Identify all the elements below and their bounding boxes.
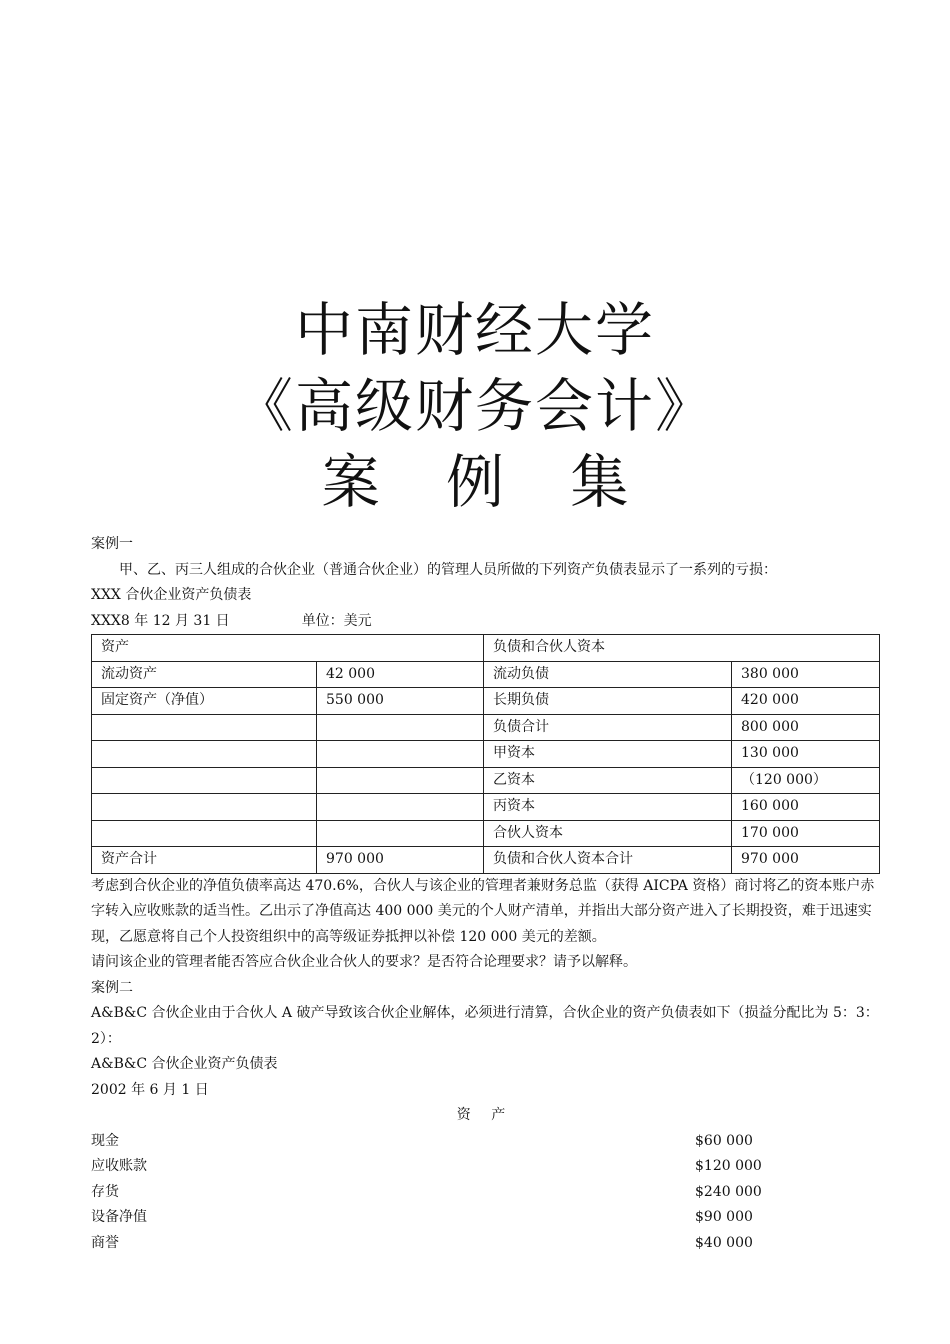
table-cell — [92, 767, 317, 794]
document-title — [0, 292, 950, 520]
table-row — [92, 741, 880, 768]
header-assets: 资产 — [92, 635, 484, 662]
case1-intro: 甲、乙、丙三人组成的合伙企业（普通合伙企业）的管理人员所做的下列资产负债表显示了一系列的亏损： — [119, 561, 777, 578]
table-cell: 流动负债 — [484, 661, 732, 688]
table-cell: 流动资产 — [92, 661, 317, 688]
table-cell — [92, 741, 317, 768]
asset-label: 商誉 — [91, 1234, 119, 1251]
table-cell — [92, 794, 317, 821]
case2-table-title: A&B&C 合伙企业资产负债表 — [91, 1056, 278, 1072]
table-cell: 负债和合伙人资本合计 — [484, 847, 732, 874]
case1-unit: 单位：美元 — [301, 612, 372, 629]
table-row — [92, 661, 880, 688]
table-cell: 970 000 — [317, 847, 484, 874]
table-cell: 420 000 — [732, 688, 880, 715]
asset-amount: $40 000 — [695, 1234, 753, 1251]
table-row — [92, 820, 880, 847]
table-row — [92, 847, 880, 874]
asset-amount: $240 000 — [695, 1183, 762, 1200]
table-cell: 970 000 — [732, 847, 880, 874]
case1-date: XXX8 年 12 月 31 日 — [91, 612, 230, 629]
table-cell — [317, 767, 484, 794]
table-row — [92, 688, 880, 715]
table-row — [92, 794, 880, 821]
table-cell: 丙资本 — [484, 794, 732, 821]
table-cell: 固定资产（净值） — [92, 688, 317, 715]
title-university: 中南财经大学 — [294, 296, 655, 364]
table-row — [92, 714, 880, 741]
asset-label: 应收账款 — [91, 1158, 147, 1174]
table-cell: 380 000 — [732, 661, 880, 688]
asset-amount: $90 000 — [695, 1209, 753, 1225]
list-item — [91, 1205, 879, 1231]
header-liabilities-capital: 负债和合伙人资本 — [484, 635, 880, 662]
case1-date-row — [91, 609, 879, 635]
table-cell — [92, 714, 317, 741]
list-item — [91, 1231, 879, 1257]
case1-paragraph: 考虑到合伙企业的净值负债率高达 470.6%，合伙人与该企业的管理者兼财务总监（获得 AICPA 资格）商讨将乙的资本账户赤字转入应收账款的适当性。乙出示了净值高达 400 000 美元的个人财产清单，并指出大部分资产进入了长期投资，难于迅速实现，乙愿意将自己个人投资组织中的高等级证券抵押以补偿 120 000 美元的差额。 — [91, 877, 875, 945]
list-item — [91, 1129, 879, 1155]
case2-assets-heading: 资 产 — [456, 1107, 514, 1123]
asset-label: 现金 — [91, 1132, 119, 1149]
balance-sheet-table — [91, 634, 880, 874]
table-cell: 170 000 — [732, 820, 880, 847]
case2-heading: 案例二 — [91, 979, 133, 996]
table-cell: （120 000） — [732, 767, 880, 794]
table-cell: 160 000 — [732, 794, 880, 821]
table-cell: 乙资本 — [484, 767, 732, 794]
table-cell: 合伙人资本 — [484, 820, 732, 847]
table-cell — [317, 714, 484, 741]
case2-date: 2002 年 6 月 1 日 — [91, 1081, 209, 1098]
table-cell — [317, 794, 484, 821]
case1-heading: 案例一 — [91, 536, 133, 552]
asset-amount: $60 000 — [695, 1132, 753, 1149]
table-cell: 资产合计 — [92, 847, 317, 874]
table-cell — [317, 741, 484, 768]
list-item — [91, 1154, 879, 1180]
table-header-row — [92, 635, 880, 662]
table-cell: 550 000 — [317, 688, 484, 715]
case1-table-title: XXX 合伙企业资产负债表 — [91, 587, 252, 603]
table-cell: 130 000 — [732, 741, 880, 768]
asset-amount: $120 000 — [695, 1158, 762, 1174]
document-body — [91, 532, 879, 1256]
table-row — [92, 767, 880, 794]
case2-intro: A&B&C 合伙企业由于合伙人 A 破产导致该合伙企业解体，必须进行清算，合伙企业的资产负债表如下（损益分配比为 5：3：2）： — [91, 1005, 879, 1047]
title-casebook: 案 例 集 — [321, 448, 653, 516]
table-cell: 800 000 — [732, 714, 880, 741]
table-cell: 甲资本 — [484, 741, 732, 768]
asset-label: 设备净值 — [91, 1209, 147, 1225]
table-cell: 负债合计 — [484, 714, 732, 741]
table-cell: 42 000 — [317, 661, 484, 688]
case1-question: 请问该企业的管理者能否答应合伙企业合伙人的要求？是否符合论理要求？请予以解释。 — [91, 954, 637, 970]
title-course: 《高级财务会计》 — [234, 372, 715, 440]
table-cell — [92, 820, 317, 847]
table-cell — [317, 820, 484, 847]
table-cell: 长期负债 — [484, 688, 732, 715]
asset-label: 存货 — [91, 1183, 119, 1200]
list-item — [91, 1180, 879, 1206]
